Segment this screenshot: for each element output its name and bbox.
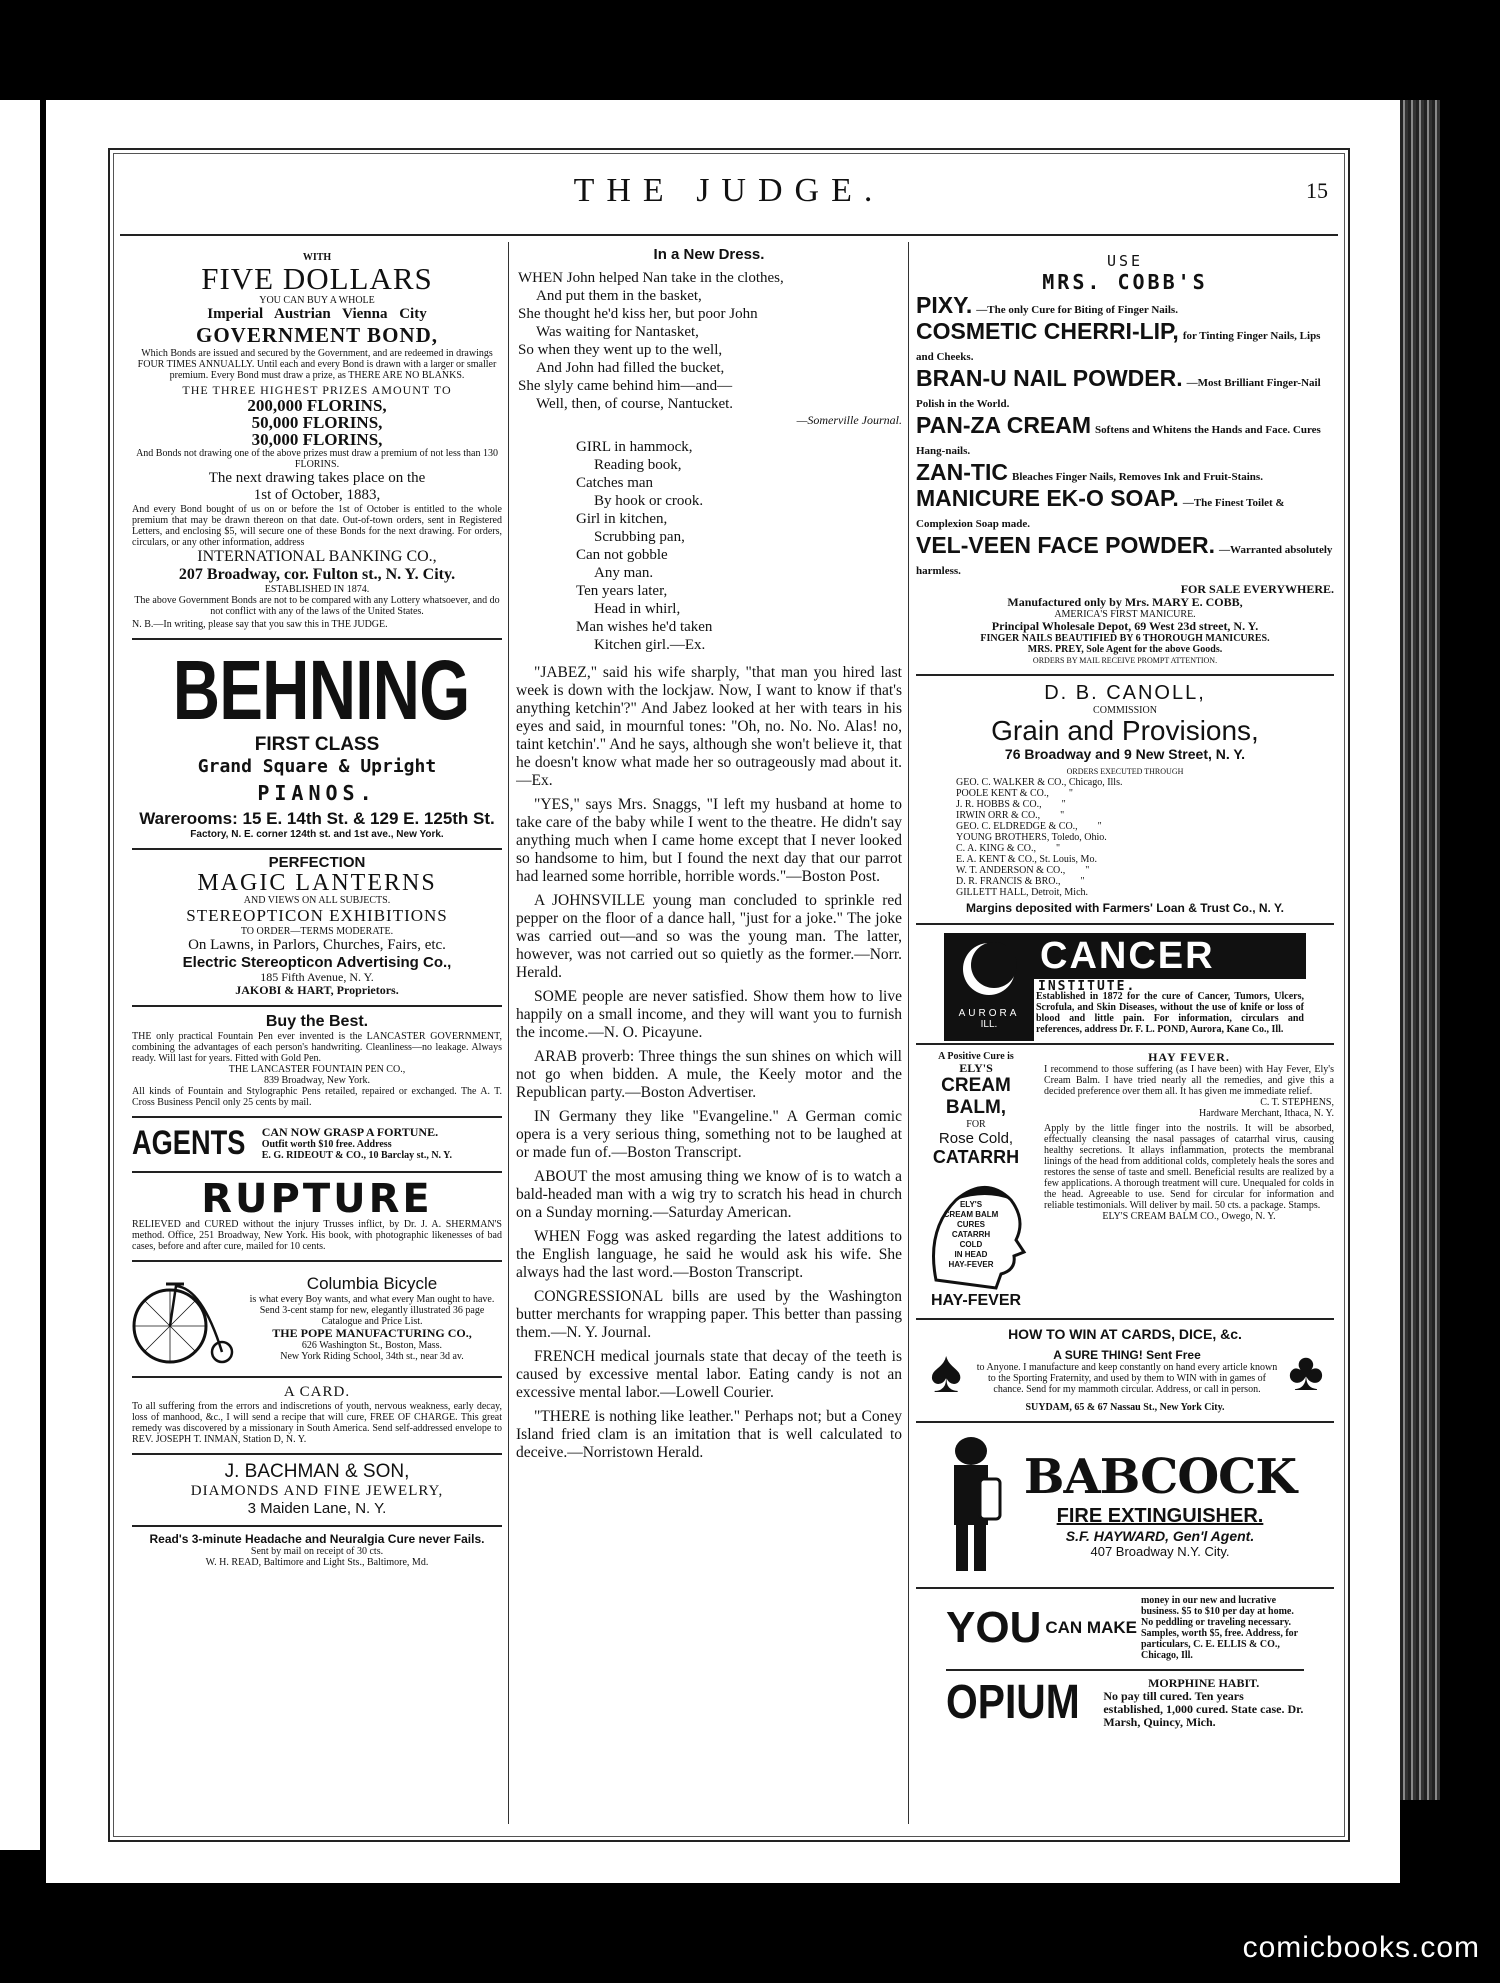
- behning-factory: Factory, N. E. corner 124th st. and 1st ave., New York.: [190, 829, 444, 840]
- canoll-address: 76 Broadway and 9 New Street, N. Y.: [1004, 746, 1246, 762]
- paragraphs: [516, 664, 902, 1462]
- cobb-item-name: ZAN-TIC: [916, 459, 1008, 485]
- cobb-agent: MRS. PREY, Sole Agent for the above Goods.: [1027, 644, 1223, 655]
- behning-grand: Grand Square & Upright: [197, 756, 437, 777]
- bond-body1: Which Bonds are issued and secured by the Government, and are redeemed in drawings FOUR TIMES ANNUALLY. Until each and every Bond is drawn with a larger or smaller premium. Every Bond must draw a prize, as THERE ARE NO BLANKS.: [137, 348, 497, 381]
- poem-line: And John had filled the bucket,: [536, 360, 725, 376]
- canoll-commission: COMMISSION: [1093, 705, 1157, 716]
- firm-line: YOUNG BROTHERS, Toledo, Ohio.: [956, 832, 1107, 843]
- behning-warerooms: Warerooms: 15 E. 14th St. & 129 E. 125th St.: [139, 809, 495, 828]
- balm-label-line: CREAM BALM: [943, 1210, 999, 1219]
- bicycle-icon: [132, 1268, 236, 1368]
- bachman-address: 3 Maiden Lane, N. Y.: [247, 1500, 387, 1517]
- masthead: THE JUDGE.: [573, 172, 885, 209]
- bachman-ad: [132, 1455, 502, 1527]
- card-ad: [132, 1378, 502, 1455]
- cancer-institute: INSTITUTE.: [1038, 979, 1137, 994]
- bond-line2: GOVERNMENT BOND,: [196, 323, 438, 347]
- poem-girl: [516, 438, 902, 654]
- make-body: money in our new and lucrative business. $5 to $10 per day at home. No peddling or traveling necessary. Samples, worth $5, free. Address, for particulars, C. E. ELLIS & CO., Chicago, Ill.: [1140, 1595, 1298, 1661]
- behning-ad: [132, 640, 502, 850]
- agents-ad: [132, 1118, 502, 1173]
- poem-line: Catches man: [576, 475, 654, 491]
- cobb-item-desc: Softens and Whitens the Hands and Face. Cures Hang-nails.: [916, 424, 1321, 457]
- babcock-product: FIRE EXTINGUISHER.: [1056, 1505, 1264, 1527]
- cobb-nails: FINGER NAILS BEAUTIFIED BY 6 THOROUGH MANICURES.: [980, 633, 1270, 644]
- poem-nantucket: [516, 269, 902, 413]
- behning-name: BEHNING: [172, 643, 470, 737]
- pen-company: THE LANCASTER FOUNTAIN PEN CO.,: [228, 1064, 406, 1075]
- poem-line: GIRL in hammock,: [576, 439, 693, 455]
- canoll-margins: Margins deposited with Farmers' Loan & Trust Co., N. Y.: [965, 901, 1285, 915]
- firm-line: IRWIN ORR & CO., ": [956, 810, 1065, 821]
- babcock-agent: S.F. HAYWARD, Gen'l Agent.: [1065, 1528, 1255, 1544]
- balm-sign2: Hardware Merchant, Ithaca, N. Y.: [1199, 1108, 1334, 1119]
- balm-label-text: [938, 1200, 1004, 1270]
- cobb-sale: FOR SALE EVERYWHERE.: [1180, 582, 1334, 596]
- rupture-ad: [132, 1173, 502, 1262]
- cobb-item: [916, 318, 1334, 367]
- bond-body2: And Bonds not drawing one of the above prizes must draw a premium of not less than 130 FLORINS.: [136, 448, 498, 470]
- bond-prize1: 200,000 FLORINS,: [247, 396, 387, 415]
- column-rule: [508, 242, 509, 1824]
- cobb-item-name: COSMETIC CHERRI-LIP,: [916, 318, 1179, 344]
- make-can: CAN MAKE: [1045, 1618, 1137, 1637]
- balm-head-illustration: [916, 1170, 1036, 1290]
- bicycle-company: THE POPE MANUFACTURING CO.,: [272, 1326, 472, 1340]
- lanterns-props: JAKOBI & HART, Proprietors.: [235, 983, 399, 997]
- cards-sure: A SURE THING! Sent Free: [1053, 1348, 1201, 1362]
- firm-line: GILLETT HALL, Detroit, Mich.: [956, 887, 1089, 898]
- newspaper-page: [46, 100, 1400, 1883]
- bachman-name: J. BACHMAN & SON,: [224, 1461, 410, 1482]
- bond-address: 207 Broadway, cor. Fulton st., N. Y. City.: [178, 566, 456, 583]
- behning-pianos: PIANOS.: [257, 781, 377, 805]
- agents-line2: Outfit worth $10 free. Address: [261, 1139, 392, 1150]
- fireman-icon: [936, 1429, 1006, 1579]
- cobb-orders: ORDERS BY MAIL RECEIVE PROMPT ATTENTION.: [1032, 656, 1218, 665]
- opium-head: MORPHINE HABIT.: [1148, 1676, 1260, 1690]
- anecdote-paragraph: ARAB proverb: Three things the sun shines on which will not go when bidden. A mule, the Keely motor and the Republican party.—Boston Advertiser.: [516, 1048, 902, 1101]
- cobb-item: [916, 365, 1334, 414]
- read-head: Read's 3-minute Headache and Neuralgia Cure never Fails.: [149, 1532, 485, 1546]
- balm-ad: [916, 1045, 1334, 1320]
- bond-ad: [132, 246, 502, 640]
- cobb-item-desc: Bleaches Finger Nails, Removes Ink and Fruit-Stains.: [1011, 471, 1263, 483]
- aurora-emblem: [944, 933, 1034, 1041]
- pen-body2: All kinds of Fountain and Stylographic Pens retailed, repaired or exchanged. The A. T. Cross Business Pencil only 25 cents by mail.: [132, 1086, 502, 1108]
- bond-note: The above Government Bonds are not to be compared with any Lottery whatsoever, and do not conflict with any of the laws of the United States.: [134, 595, 500, 617]
- read-ad: [132, 1527, 502, 1576]
- poem-line: Reading book,: [594, 457, 682, 473]
- bond-established: ESTABLISHED IN 1874.: [264, 584, 370, 595]
- firm-line: GEO. C. ELDREDGE & CO., ": [956, 821, 1102, 832]
- firm-line: W. T. ANDERSON & CO., ": [956, 865, 1090, 876]
- canoll-firms: [916, 777, 1334, 898]
- cobb-name: MRS. COBB'S: [1042, 270, 1208, 294]
- balm-positive: A Positive Cure is: [938, 1051, 1014, 1062]
- lanterns-address: 185 Fifth Avenue, N. Y.: [260, 970, 374, 984]
- poem-title: In a New Dress.: [653, 246, 765, 263]
- read-line2: W. H. READ, Baltimore and Light Sts., Baltimore, Md.: [205, 1557, 429, 1568]
- poem-line: She slyly came behind him—and—: [518, 378, 733, 394]
- book-page-edges: [1400, 100, 1440, 1800]
- pen-head: Buy the Best.: [265, 1013, 369, 1030]
- bond-company: INTERNATIONAL BANKING CO.,: [197, 548, 437, 565]
- balm-for: FOR: [966, 1119, 986, 1130]
- poem-line: So when they went up to the well,: [518, 342, 723, 358]
- page-frame: [108, 148, 1350, 1842]
- balm-label-line: COLD: [959, 1240, 983, 1249]
- cobb-made: Manufactured only by Mrs. MARY E. COBB,: [1007, 595, 1243, 609]
- cancer-aurora: AURORA: [958, 1008, 1020, 1019]
- firm-line: J. R. HOBBS & CO., ": [956, 799, 1066, 810]
- cobb-item-desc: for Tinting Finger Nails, Lips and Cheeks.: [916, 330, 1321, 363]
- poem-line: She thought he'd kiss her, but poor John: [518, 306, 758, 322]
- cobb-item-name: VEL-VEEN FACE POWDER.: [916, 532, 1216, 558]
- agents-word: AGENTS: [132, 1124, 246, 1162]
- cobb-item-desc: —The Finest Toilet & Complexion Soap made.: [916, 497, 1285, 530]
- anecdote-paragraph: WHEN Fogg was asked regarding the latest additions to the English language, he said he would ask his wife. She always had the last word.—Boston Transcript.: [516, 1228, 902, 1281]
- poem-line: Man wishes he'd taken: [576, 619, 713, 635]
- pen-body: THE only practical Fountain Pen ever invented is the LANCASTER GOVERNMENT, combining the advantages of each person's handwriting. Cleanliness—no leakage. Always ready. Will last for years. Fitted with Gold Pen.: [132, 1031, 502, 1064]
- pen-address: 839 Broadway, New York.: [263, 1075, 370, 1086]
- spade-icon: ♠: [930, 1339, 962, 1405]
- canoll-grain: Grain and Provisions,: [991, 715, 1259, 746]
- bond-next2: 1st of October, 1883,: [253, 487, 381, 503]
- balm-rose: Rose Cold,: [938, 1130, 1014, 1147]
- balm-label-line: HAY-FEVER: [948, 1260, 994, 1269]
- cancer-word: CANCER: [1034, 933, 1306, 979]
- make-you: YOU: [946, 1603, 1042, 1652]
- pen-ad: [132, 1007, 502, 1118]
- cancer-ill: ILL.: [980, 1019, 998, 1030]
- page-number: 15: [1306, 178, 1328, 203]
- cobb-item: [916, 412, 1334, 461]
- bicycle-line2: Send 3-cent stamp for new, elegantly illustrated 36 page Catalogue and Price List.: [259, 1305, 485, 1327]
- poem-line: Ten years later,: [576, 583, 668, 599]
- babcock-ad: [916, 1423, 1334, 1589]
- balm-label-line: IN HEAD: [954, 1250, 988, 1259]
- balm-company: ELY'S CREAM BALM CO., Owego, N. Y.: [1102, 1211, 1276, 1222]
- cobb-item-desc: —Warranted absolutely harmless.: [916, 544, 1333, 577]
- cards-ad: [916, 1320, 1334, 1423]
- card-head: A CARD.: [283, 1384, 351, 1400]
- column-right: [916, 246, 1334, 1824]
- lanterns-stereo: STEREOPTICON EXHIBITIONS: [186, 906, 448, 925]
- bicycle-head: Columbia Bicycle: [306, 1274, 438, 1293]
- bond-prize2: 50,000 FLORINS,: [251, 413, 383, 432]
- bond-prizes-head: THE THREE HIGHEST PRIZES AMOUNT TO: [182, 383, 452, 397]
- cancer-body: Established in 1872 for the cure of Cancer, Tumors, Ulcers, Scrofula, and Skin Diseases, without the use of knife or loss of blood and little pain. For information, circulars and references, address Dr. F. L. POND, Aurora, Kane Co., Ill.: [1036, 991, 1304, 1035]
- cobb-item-name: BRAN-U NAIL POWDER.: [916, 365, 1183, 391]
- bicycle-line1: is what every Boy wants, and what every Man ought to have.: [249, 1294, 495, 1305]
- anecdote-paragraph: SOME people are never satisfied. Show them how to live happily on a small income, and they will want you to furnish the income.—N. O. Picayune.: [516, 988, 902, 1041]
- cobb-manicure: AMERICA'S FIRST MANICURE.: [1054, 609, 1196, 620]
- bicycle-address2: New York Riding School, 34th st., near 3d av.: [280, 1351, 464, 1362]
- lanterns-perfection: PERFECTION: [268, 854, 366, 871]
- lanterns-company: Electric Stereopticon Advertising Co.,: [182, 954, 452, 971]
- bond-line1: Imperial Austrian Vienna City: [207, 306, 427, 322]
- poem-line: Head in whirl,: [594, 601, 681, 617]
- anecdote-paragraph: IN Germany they like "Evangeline." A German comic opera is a very serious thing, something not to be laughed at or made fun of.—Boston Transcript.: [516, 1108, 902, 1161]
- anecdote-paragraph: "JABEZ," said his wife sharply, "that man you hired last week is down with the lockjaw. Now, I want to know if that's anything ketchin'?" And Jabez looked at her with tears in his eyes and said, in mournful tones: "Oh, no. No. No. Alas! no, taint ketchin'." And he says, although she won't believe it, that he doesn't know what made her so outrageously mad about it.—Ex.: [516, 664, 902, 789]
- balm-hay-head: HAY FEVER.: [1148, 1050, 1230, 1064]
- anecdote-paragraph: FRENCH medical journals state that decay of the teeth is caused by excessive mental labor. Eating candy is not an excessive mental labor.—Lowell Courier.: [516, 1348, 902, 1401]
- behning-first: FIRST CLASS: [254, 734, 380, 755]
- rupture-body: RELIEVED and CURED without the injury Trusses inflict, by Dr. J. A. SHERMAN'S method. Office, 251 Broadway, New York. His book, with photographic likenesses of bad cases, before and after cure, mailed for 10 cents.: [132, 1219, 502, 1252]
- cobb-use: USE: [1106, 252, 1144, 270]
- cobb-item: [916, 532, 1334, 581]
- balm-label-line: CURES: [956, 1220, 985, 1229]
- balm-catarrh: CATARRH: [932, 1147, 1020, 1167]
- firm-line: D. R. FRANCIS & BRO., ": [956, 876, 1085, 887]
- card-body: To all suffering from the errors and indiscretions of youth, nervous weakness, early decay, loss of manhood, &c., I will send a recipe that will cure, FREE OF CHARGE. This great remedy was discovered by a missionary in South America. Send self-addressed envelope to REV. JOSEPH T. INMAN, Station D, N. Y.: [132, 1401, 502, 1445]
- cobb-items: [916, 292, 1334, 581]
- club-icon: ♣: [1288, 1342, 1324, 1402]
- balm-sign1: C. T. STEPHENS,: [1260, 1097, 1334, 1108]
- firm-line: E. A. KENT & CO., St. Louis, Mo.: [956, 854, 1097, 865]
- cards-address: SUYDAM, 65 & 67 Nassau St., New York City.: [1025, 1402, 1225, 1413]
- watermark: comicbooks.com: [1242, 1931, 1480, 1964]
- crescent-moon-icon: [944, 933, 1034, 1003]
- masthead-rule: [120, 234, 1338, 236]
- bond-with: WITH: [302, 252, 332, 263]
- poem-line: Kitchen girl.—Ex.: [594, 637, 706, 653]
- cobb-item: [916, 485, 1334, 534]
- anecdote-paragraph: A JOHNSVILLE young man concluded to sprinkle red pepper on the floor of a dance hall, "just for a joke." The joke was carried out—and so was the young man. The latter, however, was not carried out so quietly as the former.—Norr. Herald.: [516, 892, 902, 981]
- bond-body3: And every Bond bought of us on or before the 1st of October is entitled to the whole premium that may be drawn thereon on that date. Out-of-town orders, sent in Registered Letters, and enclosing $5, will secure one of these Bonds for the next drawing. For orders, circulars, or any other information, address: [132, 504, 502, 548]
- poem-line: Can not gobble: [576, 547, 668, 563]
- bond-nb: N. B.—In writing, please say that you saw this in THE JUDGE.: [132, 619, 388, 630]
- poem-line: WHEN John helped Nan take in the clothes,: [518, 270, 784, 286]
- cobb-item: [916, 292, 1334, 320]
- column-left: [132, 246, 502, 1824]
- anecdote-paragraph: ABOUT the most amusing thing we know of is to watch a bald-headed man with a wig try to scratch his head in church on a Sunday morning.—Saturday American.: [516, 1168, 902, 1221]
- cobb-ad: [916, 246, 1334, 676]
- cards-body: to Anyone. I manufacture and keep constantly on hand every article known to the Sporting Fraternity, and used by them to WIN with in games of chance. Send for my mammoth circular. Address, or call in person.: [976, 1362, 1278, 1395]
- poem-line: Well, then, of course, Nantucket.: [536, 396, 734, 412]
- rupture-word: RUPTURE: [201, 1176, 433, 1222]
- balm-elys: ELY'S: [959, 1061, 993, 1075]
- anecdote-paragraph: "YES," says Mrs. Snaggs, "I left my husband at home to take care of the baby while I went to the theatre. He didn't say anything much when I came home except that I never looked so handsome to him, but I found the next day that our parrot had learned some horrible, horrible words."—Boston Post.: [516, 796, 902, 885]
- firm-line: C. A. KING & CO., ": [956, 843, 1061, 854]
- balm-label-line: ELY'S: [959, 1200, 983, 1209]
- cobb-item-name: MANICURE EK-O SOAP.: [916, 485, 1179, 511]
- poem-line: By hook or crook.: [594, 493, 704, 509]
- adjacent-page-edge: [0, 100, 40, 1850]
- read-line1: Sent by mail on receipt of 30 cts.: [250, 1546, 384, 1557]
- firm-line: POOLE KENT & CO., ": [956, 788, 1073, 799]
- bachman-line: DIAMONDS AND FINE JEWELRY,: [190, 1483, 444, 1499]
- balm-cream: CREAM BALM,: [941, 1075, 1011, 1118]
- lanterns-views: AND VIEWS ON ALL SUBJECTS.: [243, 895, 391, 906]
- bond-next1: The next drawing takes place on the: [208, 470, 426, 486]
- canoll-orders: ORDERS EXECUTED THROUGH: [1066, 767, 1184, 776]
- poem-line: Was waiting for Nantasket,: [536, 324, 699, 340]
- column-middle: [516, 246, 902, 1824]
- agents-line1: CAN NOW GRASP A FORTUNE.: [261, 1125, 439, 1139]
- cobb-item-desc: —The only Cure for Biting of Finger Nails.: [976, 304, 1178, 316]
- opium-body: No pay till cured. Ten years established, 1,000 cured. State case. Dr. Marsh, Quincy, Mich.: [1103, 1689, 1304, 1729]
- cards-head: HOW TO WIN AT CARDS, DICE, &c.: [1008, 1326, 1242, 1342]
- cobb-depot: Principal Wholesale Depot, 69 West 23d street, N. Y.: [991, 619, 1259, 633]
- bond-buy: YOU CAN BUY A WHOLE: [259, 295, 375, 306]
- balm-testimonial: I recommend to those suffering (as I have been) with Hay Fever, Ely's Cream Balm. I have tried nearly all the remedies, and give this a decided preference over them all. It has given me immediate relief.: [1044, 1064, 1334, 1097]
- cobb-item-name: PIXY.: [916, 292, 973, 318]
- bicycle-ad: [132, 1262, 502, 1378]
- babcock-name: BABCOCK: [1023, 1449, 1297, 1505]
- canoll-ad: [916, 676, 1334, 925]
- bond-headline: FIVE DOLLARS: [201, 261, 433, 296]
- poem-line: Any man.: [594, 565, 654, 581]
- poem1-attribution: —Somerville Journal.: [796, 413, 902, 427]
- agents-line3: E. G. RIDEOUT & CO., 10 Barclay st., N. Y.: [261, 1150, 452, 1161]
- lanterns-ad: [132, 850, 502, 1007]
- lanterns-magic: MAGIC LANTERNS: [197, 870, 437, 896]
- poem-line: Scrubbing pan,: [594, 529, 685, 545]
- lanterns-order: TO ORDER—TERMS MODERATE.: [240, 926, 394, 937]
- babcock-address: 407 Broadway N.Y. City.: [1090, 1544, 1230, 1559]
- canoll-name: D. B. CANOLL,: [1044, 682, 1206, 704]
- opium-ad: [946, 1671, 1304, 1737]
- poem-line: And put them in the basket,: [536, 288, 702, 304]
- anecdote-paragraph: "THERE is nothing like leather." Perhaps not; but a Coney Island fried clam is an imitation that is well calculated to deceive.—Norristown Herald.: [516, 1408, 902, 1461]
- balm-apply: Apply by the little finger into the nostrils. It will be absorbed, effectually cleansing the nasal passages of catarrhal virus, causing healthy secretions. It allays inflammation, protects the membranal linings of the head from additional colds, completely heals the sores and restores the sense of taste and smell. Beneficial results are realized by a few applications. A thorough treatment will cure. Unequaled for colds in the head. Agreeable to use. Send for circular for information and reliable testimonials. Will deliver by mail. 50 cts. a package. Stamps.: [1044, 1123, 1334, 1211]
- balm-hay: HAY-FEVER: [930, 1292, 1022, 1309]
- cobb-item: [916, 459, 1334, 487]
- cobb-item-desc: —Most Brilliant Finger-Nail Polish in the World.: [916, 377, 1321, 410]
- cancer-ad: [916, 925, 1334, 1045]
- poem-line: Girl in kitchen,: [576, 511, 668, 527]
- column-rule: [908, 242, 909, 1824]
- bicycle-address1: 626 Washington St., Boston, Mass.: [301, 1340, 443, 1351]
- anecdote-paragraph: CONGRESSIONAL bills are used by the Washington butter merchants for wrapping paper. This better than passing them.—N. Y. Journal.: [516, 1288, 902, 1341]
- lanterns-lawns: On Lawns, in Parlors, Churches, Fairs, etc.: [188, 937, 446, 953]
- opium-word: OPIUM: [946, 1676, 1080, 1729]
- balm-label-line: CATARRH: [951, 1230, 991, 1239]
- cobb-item-name: PAN-ZA CREAM: [916, 412, 1092, 438]
- bond-prize3: 30,000 FLORINS,: [251, 430, 383, 449]
- firm-line: GEO. C. WALKER & CO., Chicago, Ills.: [956, 777, 1123, 788]
- make-ad: [946, 1589, 1304, 1671]
